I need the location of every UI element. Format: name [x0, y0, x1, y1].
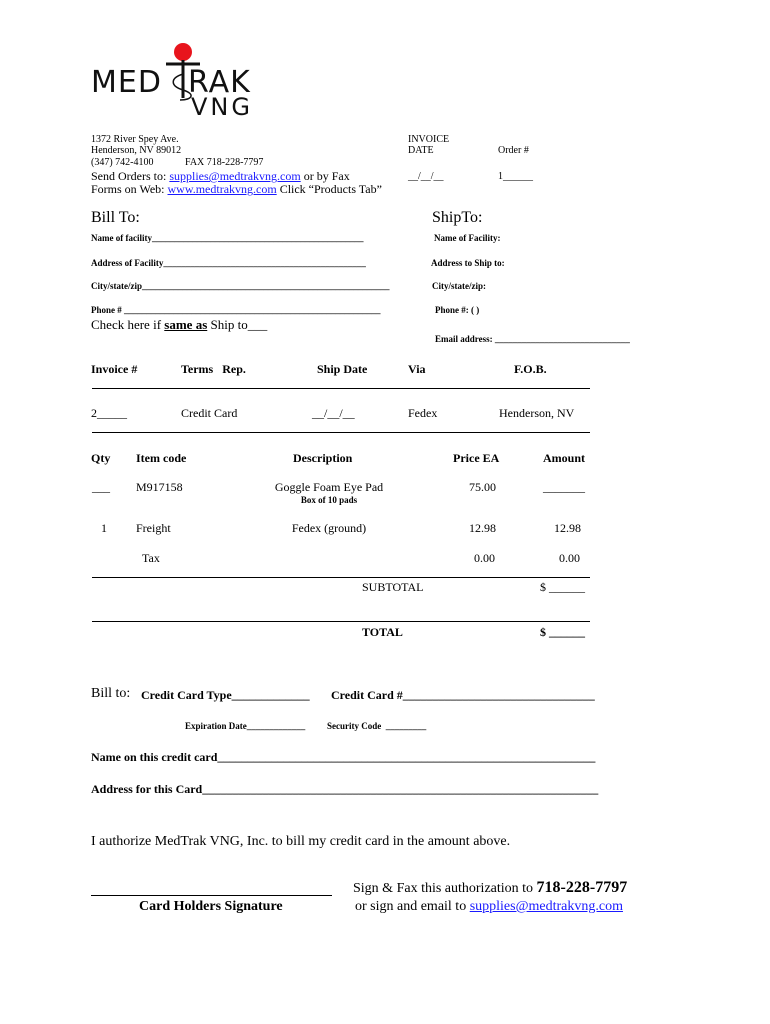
ship-email-field[interactable]: Email address: ______________________________ — [435, 334, 630, 344]
same-as-ship-to-checkbox[interactable] — [91, 317, 267, 333]
card-number-field[interactable]: Credit Card #________________________________ — [331, 688, 595, 702]
ship-address-field[interactable]: Address to Ship to: — [431, 258, 505, 268]
order-value[interactable]: 1______ — [498, 171, 533, 182]
bill-facility-field[interactable]: Name of facility_______________________________________________ — [91, 233, 364, 243]
subtotal-label: SUBTOTAL — [362, 580, 424, 594]
divider-line — [92, 621, 590, 622]
subtotal-value[interactable]: $ ______ — [540, 580, 585, 594]
order-header-via: Via — [408, 362, 426, 376]
order-value-fob: Henderson, NV — [499, 406, 575, 420]
item-amount[interactable]: _______ — [543, 480, 585, 494]
send-orders-prefix: Send Orders to: — [91, 169, 170, 183]
send-orders-suffix: or by Fax — [300, 169, 350, 183]
signature-line[interactable] — [91, 895, 332, 896]
forms-line — [91, 182, 382, 197]
item-desc-sub: Box of 10 pads — [300, 495, 358, 505]
items-header-code: Item code — [136, 451, 187, 465]
same-as-suffix: Ship to___ — [207, 317, 268, 332]
forms-suffix: Click “Products Tab” — [276, 182, 382, 196]
item-price: 75.00 — [469, 480, 496, 494]
send-orders-email-link[interactable]: supplies@medtrakvng.com — [169, 169, 301, 183]
company-phone: (347) 742-4100 — [91, 157, 154, 168]
order-header-shipdate: Ship Date — [317, 362, 368, 376]
logo-med: MED — [91, 65, 162, 100]
item-desc: Fedex (ground) — [291, 521, 367, 535]
expiration-field[interactable]: Expiration Date_____________ — [185, 721, 306, 731]
item-amount: 0.00 — [559, 551, 580, 565]
ship-phone-field[interactable]: Phone #: ( ) — [435, 305, 480, 315]
forms-prefix: Forms on Web: — [91, 182, 168, 196]
same-as-bold: same as — [164, 317, 208, 332]
total-value[interactable]: $ ______ — [540, 625, 585, 639]
payment-bill-to: Bill to: — [91, 686, 131, 701]
divider-line — [92, 577, 590, 578]
card-type-field[interactable]: Credit Card Type_____________ — [141, 688, 310, 702]
name-on-card-field[interactable]: Name on this credit card_______________________________________________________________ — [91, 750, 596, 764]
fax-instruction — [353, 879, 627, 897]
item-desc: Goggle Foam Eye Pad — [274, 480, 384, 494]
bill-address-field[interactable]: Address of Facility_____________________________________________ — [91, 258, 366, 268]
same-as-prefix: Check here if — [91, 317, 165, 332]
item-code: Tax — [142, 551, 160, 565]
email-link[interactable]: supplies@medtrakvng.com — [469, 899, 623, 914]
email-instruction — [355, 899, 623, 915]
item-price: 0.00 — [474, 551, 495, 565]
items-header-price: Price EA — [453, 451, 500, 465]
date-label: DATE — [408, 145, 434, 156]
email-prefix: or sign and email to — [355, 899, 470, 914]
order-value-terms: Credit Card — [181, 406, 238, 420]
forms-url-link[interactable]: www.medtrakvng.com — [167, 182, 277, 196]
order-value-invoice[interactable]: 2_____ — [91, 406, 127, 420]
signature-label: Card Holders Signature — [139, 899, 283, 914]
security-code-field[interactable]: Security Code _________ — [327, 721, 427, 731]
ship-facility-field[interactable]: Name of Facility: — [434, 233, 501, 243]
logo-vng: VNG — [191, 93, 253, 121]
order-label: Order # — [498, 145, 529, 156]
authorization-text: I authorize MedTrak VNG, Inc. to bill my credit card in the amount above. — [91, 834, 511, 849]
items-header-desc: Description — [293, 451, 353, 465]
item-price: 12.98 — [469, 521, 496, 535]
divider-line — [92, 432, 590, 433]
order-header-invoice: Invoice # — [91, 362, 138, 376]
company-address2: Henderson, NV 89012 — [91, 145, 182, 156]
divider-line — [92, 388, 590, 389]
item-code: Freight — [136, 521, 171, 535]
fax-prefix: Sign & Fax this authorization to — [353, 881, 537, 896]
address-card-field[interactable]: Address for this Card__________________________________________________________________ — [91, 782, 599, 796]
bill-city-field[interactable]: City/state/zip_______________________________________________________ — [91, 281, 390, 291]
item-qty[interactable]: ___ — [92, 480, 110, 494]
logo-rak: RAK — [188, 65, 251, 100]
total-label: TOTAL — [362, 625, 403, 639]
date-value[interactable]: __/__/__ — [408, 171, 444, 182]
bill-to-title: Bill To: — [91, 209, 140, 226]
company-fax: FAX 718-228-7797 — [185, 157, 264, 168]
items-header-amount: Amount — [543, 451, 586, 465]
order-header-fob: F.O.B. — [514, 362, 547, 376]
company-logo — [88, 40, 278, 120]
order-header-terms: Terms Rep. — [181, 362, 246, 376]
item-qty: 1 — [101, 521, 107, 535]
items-header-qty: Qty — [91, 451, 111, 465]
order-value-via: Fedex — [408, 406, 438, 420]
invoice-label: INVOICE — [408, 134, 450, 145]
fax-number: 718-228-7797 — [536, 879, 628, 896]
bill-phone-field[interactable]: Phone # _________________________________________________________ — [91, 305, 381, 315]
item-amount: 12.98 — [554, 521, 581, 535]
order-value-shipdate[interactable]: __/__/__ — [312, 406, 355, 420]
company-address1: 1372 River Spey Ave. — [91, 134, 179, 145]
item-code: M917158 — [136, 480, 183, 494]
ship-city-field[interactable]: City/state/zip: — [432, 281, 486, 291]
ship-to-title: ShipTo: — [432, 209, 483, 226]
